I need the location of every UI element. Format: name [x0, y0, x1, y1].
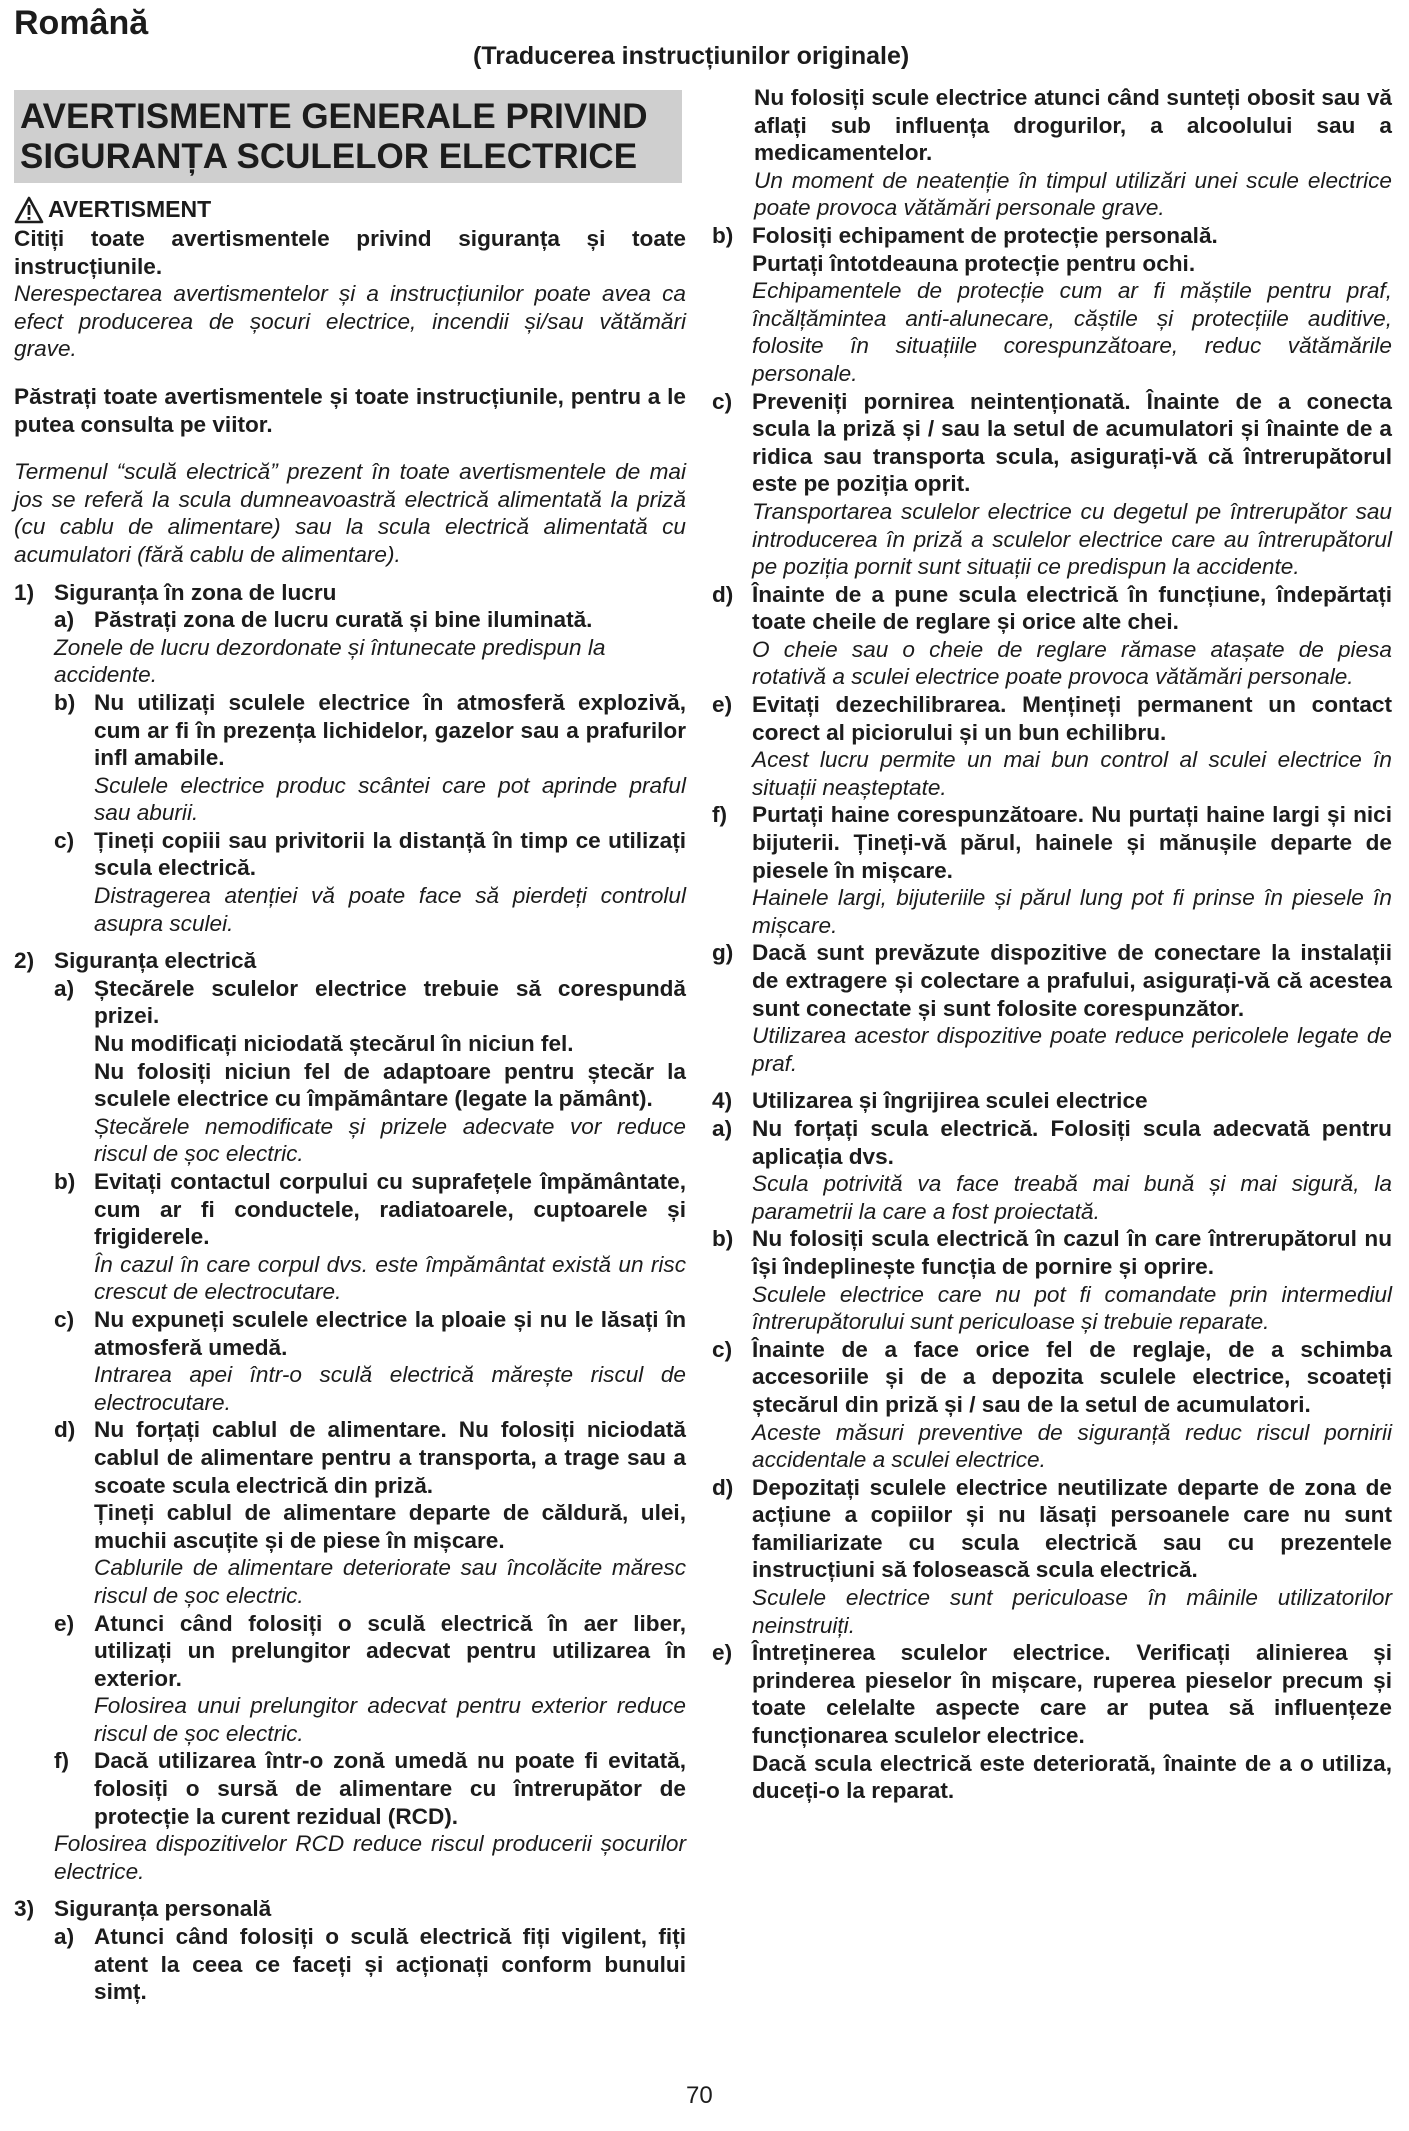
item-bold-text: Întreținerea sculelor electrice. Verificați alinierea și prinderea pieselor în mișcare, ruperea pieselor precum și toate celelalte aspecte care ar putea să influențeze funcționarea sculelor electrice. — [752, 1640, 1392, 1749]
item-letter: d) — [54, 1417, 76, 1443]
section-4-title: Utilizarea și îngrijirea sculei electrice — [752, 1088, 1148, 1114]
item-italic-text: În cazul în care corpul dvs. este împământat există un risc crescut de electrocutare. — [94, 1251, 686, 1305]
section-4-item-a — [712, 1115, 1392, 1225]
item-letter: d) — [712, 581, 734, 607]
item-italic-text: Ștecărele nemodificate și prizele adecvate vor reduce riscul de șoc electric. — [94, 1113, 686, 1167]
item-bold-text: Evitați dezechilibrarea. Mențineți permanent un contact corect al piciorului și un bun echilibru. — [752, 692, 1392, 745]
item-bold-text: Atunci când folosiți o sculă electrică în aer liber, utilizați un prelungitor adecvat pentru utilizarea în exterior. — [94, 1610, 686, 1691]
item-bold-text: Ștecărele sculelor electrice trebuie să corespundă prizei. — [94, 975, 686, 1029]
section-1-title: Siguranța în zona de lucru — [54, 579, 337, 605]
item-letter: b) — [54, 689, 76, 715]
item-bold-text: Țineți copiii sau privitorii la distanță în timp ce utilizați scula electrică. — [94, 827, 686, 881]
item-bold-text: Purtați întotdeauna protecție pentru ochi. — [752, 250, 1196, 276]
item-bold-text: Purtați haine corespunzătoare. Nu purtați haine largi și nici bijuterii. Țineți-vă părul, hainele și mănușile departe de piesele în mișcare. — [752, 802, 1392, 883]
section-1-heading — [14, 579, 686, 607]
item-italic-text: Sculele electrice sunt periculoase în mâinile utilizatorilor neinstruiți. — [752, 1585, 1392, 1638]
translation-subtitle: (Traducerea instrucțiunilor originale) — [473, 42, 910, 70]
section-4-item-d — [712, 1474, 1392, 1640]
item-italic-text: Sculele electrice care nu pot fi comandate prin intermediul întrerupătorului sunt periculoase și trebuie reparate. — [752, 1281, 1392, 1335]
section-2-heading — [14, 947, 686, 975]
item-letter: f) — [712, 802, 728, 828]
item-bold-text: Nu forțați scula electrică. Folosiți scula adecvată pentru aplicația dvs. — [752, 1115, 1392, 1169]
item-letter: d) — [712, 1474, 734, 1500]
right-column — [712, 84, 1392, 1805]
title-line-1: AVERTISMENTE GENERALE PRIVIND — [20, 97, 648, 136]
section-2-number: 2) — [14, 948, 35, 974]
item-letter: c) — [54, 1306, 75, 1332]
section-1-number: 1) — [14, 579, 35, 605]
intro-consequences: Nerespectarea avertismentelor și a instrucțiunilor poate avea ca efect producerea de șocuri electrice, incendii și/sau vătămări grave. — [14, 281, 686, 362]
item-letter: b) — [712, 222, 734, 248]
item-letter: a) — [54, 1924, 75, 1950]
item-bold-text: Evitați contactul corpului cu suprafețele împământate, cum ar fi conductele, radiatoarele, cuptoarele și frigiderele. — [94, 1169, 686, 1250]
section-3-title: Siguranța personală — [54, 1896, 272, 1922]
language-heading: Română — [14, 4, 149, 42]
section-3-heading — [14, 1895, 686, 1923]
item-italic-text: Un moment de neatenție în timpul utilizări unei scule electrice poate provoca vătămări personale grave. — [754, 167, 1392, 221]
page-number: 70 — [686, 2082, 713, 2109]
warning-row — [14, 195, 686, 225]
section-3-item-f — [712, 801, 1392, 939]
item-bold-text: Nu folosiți niciun fel de adaptoare pentru ștecăr la sculele electrice cu împământare (legate la pământ). — [94, 1058, 686, 1112]
item-italic-text: Zonele de lucru dezordonate și întunecate predispun la accidente. — [54, 634, 606, 688]
item-italic-text: Folosirea dispozitivelor RCD reduce riscul producerii șocurilor electrice. — [54, 1831, 686, 1884]
section-3-item-d — [712, 581, 1392, 691]
item-bold-text: Depozitați sculele electrice neutilizate departe de zona de acțiune a copiilor și nu lăsați persoanele care nu sunt familiarizate cu scula electrică sau cu prezentele instrucțiuni să folosească scula electrică. — [752, 1474, 1392, 1583]
section-4-heading — [712, 1087, 1392, 1115]
section-4-item-c — [712, 1336, 1392, 1474]
item-italic-text: Cablurile de alimentare deteriorate sau încolăcite măresc riscul de șoc electric. — [94, 1555, 686, 1608]
item-letter: f) — [54, 1748, 70, 1774]
section-1-item-a — [54, 606, 686, 634]
section-3-item-a — [54, 1923, 686, 2006]
item-italic-text: Folosirea unui prelungitor adecvat pentru exterior reduce riscul de șoc electric. — [94, 1693, 686, 1746]
item-italic-text: O cheie sau o cheie de reglare rămase atașate de piesa rotativă a sculei electrice poate provoca vătămări personale. — [752, 636, 1392, 690]
item-italic-text: Scula potrivită va face treabă mai bună și mai sigură, la parametrii la care a fost proiectată. — [752, 1171, 1392, 1224]
item-italic-text: Intrarea apei într-o sculă electrică mărește riscul de electrocutare. — [94, 1362, 686, 1415]
item-italic-text: Aceste măsuri preventive de siguranță reduc riscul pornirii accidentale a sculei electrice. — [752, 1419, 1392, 1473]
section-3-number: 3) — [14, 1896, 35, 1922]
item-letter: e) — [54, 1610, 75, 1636]
item-letter: c) — [712, 1336, 733, 1362]
section-2-item-f — [54, 1747, 686, 1830]
item-bold-text: Înainte de a pune scula electrică în funcțiune, îndepărtați toate cheile de reglare și orice alte chei. — [752, 581, 1392, 635]
item-letter: g) — [712, 940, 734, 966]
section-2-item-a — [54, 975, 686, 1168]
section-3-item-c — [712, 388, 1392, 581]
section-2-item-b — [54, 1168, 686, 1306]
item-bold-text: Dacă sunt prevăzute dispozitive de conectare la instalații de extragere și colectare a prafului, asigurați-vă că acestea sunt conectate și sunt folosite corespunzător. — [752, 940, 1392, 1021]
section-4-number: 4) — [712, 1088, 733, 1114]
item-letter: b) — [54, 1169, 76, 1194]
title-banner — [14, 90, 682, 183]
item-bold-text: Nu expuneți sculele electrice la ploaie și nu le lăsați în atmosferă umedă. — [94, 1306, 686, 1360]
section-2-item-c — [54, 1306, 686, 1416]
item-bold-text: Nu forțați cablul de alimentare. Nu folosiți niciodată cablul de alimentare pentru a transporta, a trage sau a scoate scula electrică din priză. — [94, 1417, 686, 1498]
item-bold-text: Preveniți pornirea neintenționată. Înainte de a conecta scula la priză și / sau la setul de acumulatori și înainte de a ridica sau transporta scula, asigurați-vă că întrerupătorul este pe poziția oprit. — [752, 388, 1392, 497]
warning-triangle-icon — [14, 196, 44, 224]
title-line-2: SIGURANȚA SCULELOR ELECTRICE — [20, 137, 638, 176]
section-2-title: Siguranța electrică — [54, 948, 257, 974]
item-bold-text: Atunci când folosiți o sculă electrică fiți vigilent, fiți atent la ceea ce faceți și acționați conform bunului simț. — [94, 1924, 686, 2005]
item-letter: a) — [54, 607, 75, 633]
item-bold-text: Nu folosiți scula electrică în cazul în care întrerupătorul nu își îndeplinește funcția de pornire și oprire. — [752, 1226, 1392, 1279]
item-letter: b) — [712, 1226, 734, 1252]
section-4-item-e — [712, 1639, 1392, 1805]
section-4-item-b — [712, 1225, 1392, 1335]
item-letter: e) — [712, 692, 733, 718]
section-1-item-c — [54, 827, 686, 937]
power-tool-term: Termenul “sculă electrică” prezent în toate avertismentele de mai jos se referă la scula dumneavoastră electrică alimentată la priză (cu cablu de alimentare) sau la scula electrică alimentată cu acumulatori (fără cablu de alimentare). — [14, 459, 686, 567]
intro-read-all: Citiți toate avertismentele privind siguranța și toate instrucțiunile. — [14, 226, 686, 279]
item-letter: c) — [712, 388, 733, 414]
item-bold-text: Țineți cablul de alimentare departe de căldură, ulei, muchii ascuțite și de piese în mișcare. — [94, 1500, 686, 1553]
item-bold-text: Dacă scula electrică este deteriorată, înainte de a o utiliza, duceți-o la reparat. — [752, 1750, 1392, 1804]
item-italic-text: Hainele largi, bijuteriile și părul lung pot fi prinse în piesele în mișcare. — [752, 885, 1392, 938]
section-2-item-e — [54, 1610, 686, 1693]
keep-instructions: Păstrați toate avertismentele și toate instrucțiunile, pentru a le putea consulta pe viitor. — [14, 383, 686, 437]
section-3-item-e — [712, 691, 1392, 801]
item-bold-text: Nu utilizați sculele electrice în atmosferă explozivă, cum ar fi în prezența lichidelor, gazelor sau a prafurilor infl amabile. — [94, 689, 686, 771]
item-bold-text: Nu modificați niciodată ștecărul în niciun fel. — [94, 1031, 574, 1057]
item-bold-text: Înainte de a face orice fel de reglaje, de a schimba accesoriile și de a depozita sculele electrice, scoateți ștecărul din priză și / sau de la setul de acumulatori. — [752, 1336, 1392, 1417]
warning-label: AVERTISMENT — [48, 196, 212, 223]
item-italic-text: Utilizarea acestor dispozitive poate reduce pericolele legate de praf. — [752, 1023, 1392, 1076]
item-letter: a) — [54, 975, 75, 1001]
item-bold-text: Folosiți echipament de protecție personală. — [752, 222, 1218, 248]
item-italic-text: Sculele electrice produc scântei care pot aprinde praful sau aburii. — [94, 772, 686, 826]
item-italic-text: Transportarea sculelor electrice cu degetul pe întrerupător sau introducerea în priză a sculelor electrice care au întrerupătorul pe poziția pornit sunt situații ce predispun la accidente. — [752, 498, 1392, 580]
section-2-item-d — [54, 1416, 686, 1554]
left-column — [14, 84, 686, 2006]
item-italic-text: Acest lucru permite un mai bun control al sculei electrice în situații neașteptate. — [752, 747, 1392, 800]
item-letter: c) — [54, 827, 75, 853]
item-italic-text: Distragerea atenției vă poate face să pierdeți controlul asupra sculei. — [94, 883, 686, 936]
section-3-item-b — [712, 222, 1392, 388]
item-bold-text: Nu folosiți scule electrice atunci când sunteți obosit sau vă aflați sub influența drogurilor, a alcoolului sau a medicamentelor. — [754, 85, 1392, 166]
section-3-item-g — [712, 939, 1392, 1077]
item-letter: e) — [712, 1640, 733, 1666]
item-italic-text: Echipamentele de protecție cum ar fi măștile pentru praf, încălțămintea anti-alunecare, căștile și protecțiile auditive, folosite în situațiile corespunzătoare, reduc vătămările personale. — [752, 278, 1392, 386]
item-bold-text: Dacă utilizarea într-o zonă umedă nu poate fi evitată, folosiți o sursă de alimentare cu întrerupător de protecție la curent rezidual (RCD). — [94, 1748, 686, 1829]
section-1-item-b — [54, 689, 686, 827]
item-letter: a) — [712, 1115, 733, 1141]
item-bold-text: Păstrați zona de lucru curată și bine iluminată. — [94, 607, 593, 633]
